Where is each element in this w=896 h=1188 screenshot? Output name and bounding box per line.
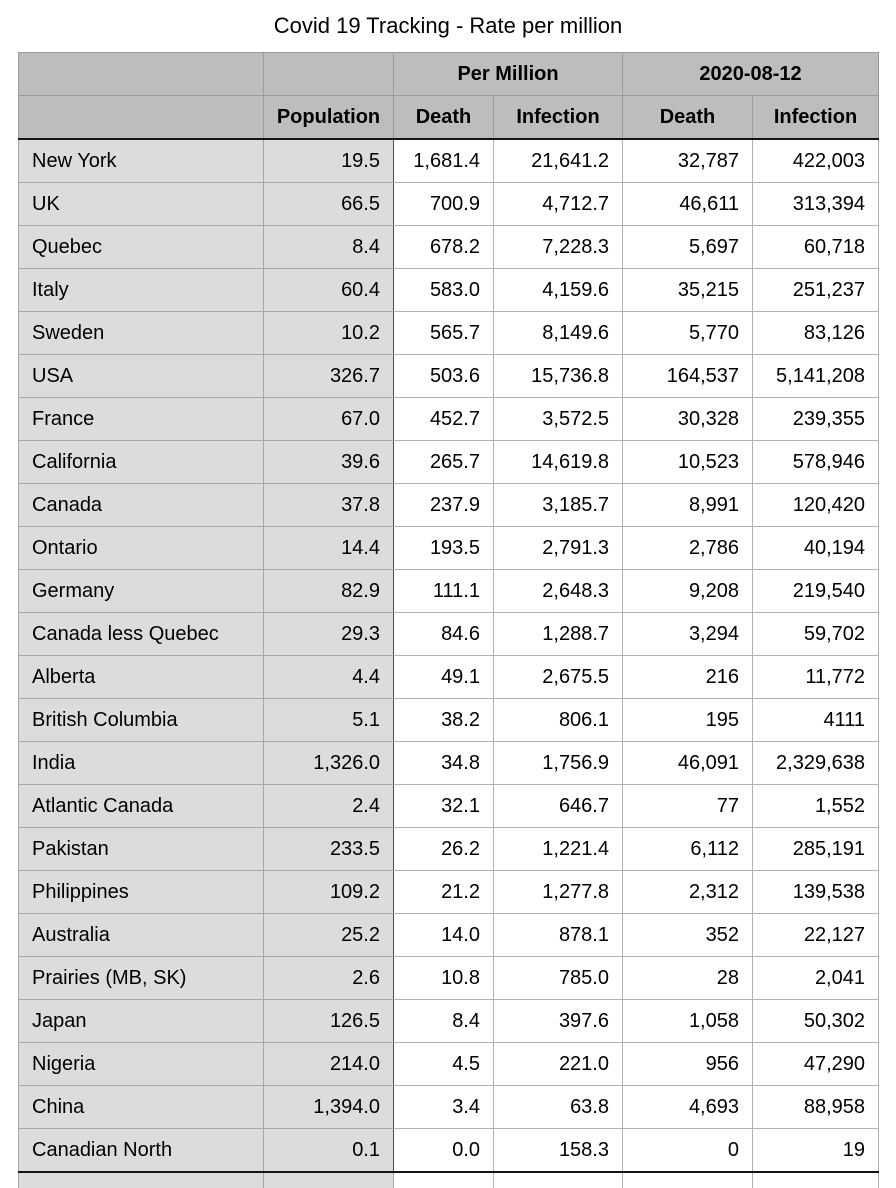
- table-row: [19, 1129, 879, 1173]
- cell-population: 326.7: [264, 355, 394, 398]
- cell-death-total: 3,294: [623, 613, 753, 656]
- cell-infection-per-million: 806.1: [494, 699, 623, 742]
- table-row: [19, 785, 879, 828]
- cell-infection-per-million: 397.6: [494, 1000, 623, 1043]
- table-row: [19, 656, 879, 699]
- cell-region: New York: [19, 139, 264, 183]
- cell-infection-total: 83,126: [753, 312, 879, 355]
- cell-infection-total: 219,540: [753, 570, 879, 613]
- cell-death-per-million: 1,681.4: [394, 139, 494, 183]
- cell-region: Sweden: [19, 312, 264, 355]
- cell-death-total: 32,787: [623, 139, 753, 183]
- cell-death-per-million: 503.6: [394, 355, 494, 398]
- cell-death-total: 6,112: [623, 828, 753, 871]
- table-row: [19, 139, 879, 183]
- table-row: [19, 183, 879, 226]
- cell-population: 37.8: [264, 484, 394, 527]
- page-title: Covid 19 Tracking - Rate per million: [273, 13, 623, 38]
- cell-death-total: 9,208: [623, 570, 753, 613]
- table-row: [19, 742, 879, 785]
- cell-infection-per-million: 2,648.3: [494, 570, 623, 613]
- cell-death-total: 5,770: [623, 312, 753, 355]
- cell-region: Germany: [19, 570, 264, 613]
- cell-infection-total: 239,355: [753, 398, 879, 441]
- empty-cell: [753, 1172, 879, 1188]
- cell-infection-per-million: 1,277.8: [494, 871, 623, 914]
- population-group-blank-cell: [264, 53, 394, 96]
- cell-death-total: 35,215: [623, 269, 753, 312]
- cell-infection-per-million: 4,712.7: [494, 183, 623, 226]
- table-row: [19, 828, 879, 871]
- cell-region: USA: [19, 355, 264, 398]
- cell-death-per-million: 237.9: [394, 484, 494, 527]
- cell-region: Pakistan: [19, 828, 264, 871]
- cell-death-total: 195: [623, 699, 753, 742]
- cell-infection-per-million: 63.8: [494, 1086, 623, 1129]
- cell-death-per-million: 10.8: [394, 957, 494, 1000]
- cell-region: UK: [19, 183, 264, 226]
- cell-death-total: 5,697: [623, 226, 753, 269]
- table-row: [19, 871, 879, 914]
- cell-infection-total: 2,041: [753, 957, 879, 1000]
- cell-region: India: [19, 742, 264, 785]
- cell-region: British Columbia: [19, 699, 264, 742]
- cell-population: 66.5: [264, 183, 394, 226]
- cell-population: 109.2: [264, 871, 394, 914]
- cell-population: 19.5: [264, 139, 394, 183]
- cell-infection-per-million: 4,159.6: [494, 269, 623, 312]
- cell-region: Canada less Quebec: [19, 613, 264, 656]
- cell-region: Italy: [19, 269, 264, 312]
- cell-death-total: 352: [623, 914, 753, 957]
- cell-population: 82.9: [264, 570, 394, 613]
- cell-infection-total: 40,194: [753, 527, 879, 570]
- cell-region: Ontario: [19, 527, 264, 570]
- cell-death-total: 4,693: [623, 1086, 753, 1129]
- cell-population: 1,326.0: [264, 742, 394, 785]
- table-row: [19, 441, 879, 484]
- cell-infection-per-million: 14,619.8: [494, 441, 623, 484]
- cell-population: 14.4: [264, 527, 394, 570]
- cell-infection-total: 1,552: [753, 785, 879, 828]
- cell-death-total: 164,537: [623, 355, 753, 398]
- table-row: [19, 398, 879, 441]
- cell-death-per-million: 452.7: [394, 398, 494, 441]
- cell-death-per-million: 3.4: [394, 1086, 494, 1129]
- table-row: [19, 914, 879, 957]
- cell-death-total: 46,091: [623, 742, 753, 785]
- cell-death-total: 956: [623, 1043, 753, 1086]
- cell-infection-per-million: 2,791.3: [494, 527, 623, 570]
- cell-death-per-million: 0.0: [394, 1129, 494, 1173]
- cell-infection-per-million: 878.1: [494, 914, 623, 957]
- empty-cell: [394, 1172, 494, 1188]
- cell-region: Prairies (MB, SK): [19, 957, 264, 1000]
- cell-death-per-million: 678.2: [394, 226, 494, 269]
- cell-death-per-million: 14.0: [394, 914, 494, 957]
- cell-population: 126.5: [264, 1000, 394, 1043]
- partial-empty-row: [19, 1172, 879, 1188]
- cell-infection-total: 2,329,638: [753, 742, 879, 785]
- cell-infection-total: 422,003: [753, 139, 879, 183]
- cell-death-per-million: 111.1: [394, 570, 494, 613]
- cell-death-total: 77: [623, 785, 753, 828]
- cell-population: 8.4: [264, 226, 394, 269]
- cell-death-total: 216: [623, 656, 753, 699]
- cell-infection-per-million: 1,756.9: [494, 742, 623, 785]
- cell-death-total: 2,786: [623, 527, 753, 570]
- cell-death-total: 2,312: [623, 871, 753, 914]
- cell-death-total: 0: [623, 1129, 753, 1173]
- cell-region: Alberta: [19, 656, 264, 699]
- infection-per-million-column-header: Infection: [494, 96, 623, 140]
- cell-population: 60.4: [264, 269, 394, 312]
- cell-death-total: 1,058: [623, 1000, 753, 1043]
- population-column-header: Population: [264, 96, 394, 140]
- table-row: [19, 355, 879, 398]
- empty-cell: [264, 1172, 394, 1188]
- table-row: [19, 527, 879, 570]
- table-row: [19, 269, 879, 312]
- cell-infection-per-million: 1,221.4: [494, 828, 623, 871]
- cell-population: 233.5: [264, 828, 394, 871]
- table-body: [19, 139, 879, 1172]
- date-group-header: 2020-08-12: [623, 53, 879, 96]
- cell-death-per-million: 26.2: [394, 828, 494, 871]
- cell-infection-per-million: 158.3: [494, 1129, 623, 1173]
- cell-infection-total: 47,290: [753, 1043, 879, 1086]
- cell-infection-total: 313,394: [753, 183, 879, 226]
- cell-death-per-million: 8.4: [394, 1000, 494, 1043]
- cell-infection-total: 4111: [753, 699, 879, 742]
- column-header-row: [19, 96, 879, 140]
- cell-death-per-million: 4.5: [394, 1043, 494, 1086]
- cell-population: 4.4: [264, 656, 394, 699]
- table-row: [19, 957, 879, 1000]
- table-row: [19, 312, 879, 355]
- cell-population: 2.4: [264, 785, 394, 828]
- corner-blank-cell: [19, 53, 264, 96]
- table-row: [19, 570, 879, 613]
- cell-infection-total: 59,702: [753, 613, 879, 656]
- cell-infection-per-million: 3,572.5: [494, 398, 623, 441]
- cell-population: 25.2: [264, 914, 394, 957]
- cell-population: 214.0: [264, 1043, 394, 1086]
- cell-infection-per-million: 1,288.7: [494, 613, 623, 656]
- table-row: [19, 484, 879, 527]
- cell-population: 2.6: [264, 957, 394, 1000]
- cell-infection-per-million: 7,228.3: [494, 226, 623, 269]
- table-row: [19, 1000, 879, 1043]
- cell-infection-per-million: 785.0: [494, 957, 623, 1000]
- cell-infection-per-million: 8,149.6: [494, 312, 623, 355]
- cell-infection-per-million: 3,185.7: [494, 484, 623, 527]
- cell-death-per-million: 265.7: [394, 441, 494, 484]
- cell-infection-total: 251,237: [753, 269, 879, 312]
- cell-death-per-million: 84.6: [394, 613, 494, 656]
- cell-region: Atlantic Canada: [19, 785, 264, 828]
- cell-region: Philippines: [19, 871, 264, 914]
- cell-infection-total: 19: [753, 1129, 879, 1173]
- cell-region: Quebec: [19, 226, 264, 269]
- cell-infection-total: 11,772: [753, 656, 879, 699]
- table-row: [19, 1086, 879, 1129]
- cell-death-total: 28: [623, 957, 753, 1000]
- cell-death-total: 46,611: [623, 183, 753, 226]
- cell-death-total: 8,991: [623, 484, 753, 527]
- cell-infection-total: 22,127: [753, 914, 879, 957]
- column-group-header-row: [19, 53, 879, 96]
- cell-infection-total: 60,718: [753, 226, 879, 269]
- cell-infection-total: 5,141,208: [753, 355, 879, 398]
- empty-cell: [19, 1172, 264, 1188]
- cell-infection-total: 88,958: [753, 1086, 879, 1129]
- cell-death-per-million: 49.1: [394, 656, 494, 699]
- cell-region: Canadian North: [19, 1129, 264, 1173]
- cell-death-per-million: 21.2: [394, 871, 494, 914]
- death-total-column-header: Death: [623, 96, 753, 140]
- cell-infection-per-million: 221.0: [494, 1043, 623, 1086]
- cell-population: 39.6: [264, 441, 394, 484]
- per-million-group-header: Per Million: [394, 53, 623, 96]
- empty-cell: [623, 1172, 753, 1188]
- cell-region: Japan: [19, 1000, 264, 1043]
- cell-region: France: [19, 398, 264, 441]
- region-column-header: [19, 96, 264, 140]
- cell-region: California: [19, 441, 264, 484]
- cell-death-per-million: 700.9: [394, 183, 494, 226]
- cell-region: Nigeria: [19, 1043, 264, 1086]
- empty-cell: [494, 1172, 623, 1188]
- cell-infection-total: 139,538: [753, 871, 879, 914]
- cell-region: Canada: [19, 484, 264, 527]
- cell-population: 67.0: [264, 398, 394, 441]
- death-per-million-column-header: Death: [394, 96, 494, 140]
- cell-infection-total: 578,946: [753, 441, 879, 484]
- cell-infection-per-million: 21,641.2: [494, 139, 623, 183]
- cell-region: Australia: [19, 914, 264, 957]
- covid-tracking-table: [18, 52, 879, 1188]
- cell-death-per-million: 38.2: [394, 699, 494, 742]
- cell-death-total: 30,328: [623, 398, 753, 441]
- cell-infection-per-million: 2,675.5: [494, 656, 623, 699]
- cell-death-per-million: 34.8: [394, 742, 494, 785]
- table-row: [19, 613, 879, 656]
- cell-death-per-million: 193.5: [394, 527, 494, 570]
- cell-infection-per-million: 15,736.8: [494, 355, 623, 398]
- infection-total-column-header: Infection: [753, 96, 879, 140]
- cell-infection-per-million: 646.7: [494, 785, 623, 828]
- cell-population: 5.1: [264, 699, 394, 742]
- cell-death-per-million: 565.7: [394, 312, 494, 355]
- cell-death-total: 10,523: [623, 441, 753, 484]
- table-row: [19, 1043, 879, 1086]
- cell-population: 10.2: [264, 312, 394, 355]
- cell-population: 0.1: [264, 1129, 394, 1173]
- cell-population: 1,394.0: [264, 1086, 394, 1129]
- cell-infection-total: 285,191: [753, 828, 879, 871]
- cell-region: China: [19, 1086, 264, 1129]
- cell-death-per-million: 583.0: [394, 269, 494, 312]
- table-row: [19, 699, 879, 742]
- cell-population: 29.3: [264, 613, 394, 656]
- cell-infection-total: 50,302: [753, 1000, 879, 1043]
- cell-death-per-million: 32.1: [394, 785, 494, 828]
- cell-infection-total: 120,420: [753, 484, 879, 527]
- table-row: [19, 226, 879, 269]
